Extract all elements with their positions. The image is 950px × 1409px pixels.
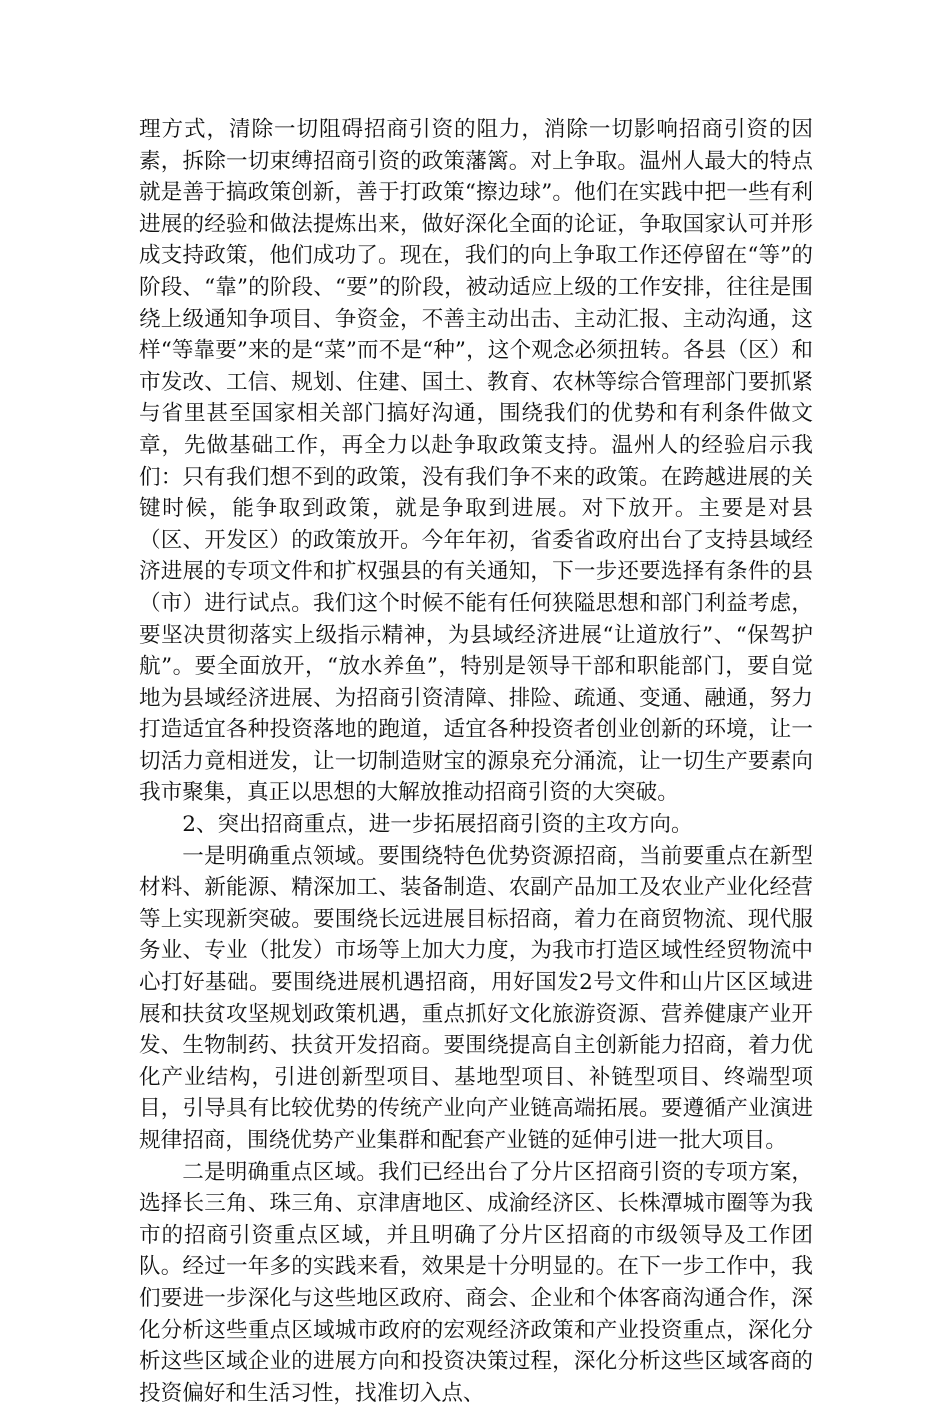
paragraph-policy: 理方式，清除一切阻碍招商引资的阻力，消除一切影响招商引资的因素，拆除一切束缚招商引资的政策藩篱。对上争取。温州人最大的特点就是善于搞政策创新，善于打政策“擦边球”。他们在实践中把一些有利进展的经验和做法提炼出来，做好深化全面的论证，争取国家认可并形成支持政策，他们成功了。现在，我们的向上争取工作还停留在“等”的阶段、“靠”的阶段、“要”的阶段，被动适应上级的工作安排，往往是围绕上级通知争项目、争资金，不善主动出击、主动汇报、主动沟通，这样“等靠要”来的是“菜”而不是“种”，这个观念必须扭转。各县（区）和市发改、工信、规划、住建、国土、教育、农林等综合管理部门要抓紧与省里甚至国家相关部门搞好沟通，围绕我们的优势和有利条件做文章，先做基础工作，再全力以赴争取政策支持。温州人的经验启示我们：只有我们想不到的政策，没有我们争不来的政策。在跨越进展的关键时候，能争取到政策，就是争取到进展。对下放开。主要是对县（区、开发区）的政策放开。今年年初，省委省政府出台了支持县域经济进展的专项文件和扩权强县的有关通知，下一步还要选择有条件的县（市）进行试点。我们这个时候不能有任何狭隘思想和部门利益考虑，要坚决贯彻落实上级指示精神，为县域经济进展“让道放行”、“保驾护航”。要全面放开，“放水养鱼”，特别是领导干部和职能部门，要自觉地为县域经济进展、为招商引资清障、排险、疏通、变通、融通，努力打造适宜各种投资落地的跑道，适宜各种投资者创业创新的环境，让一切活力竟相迸发，让一切制造财宝的源泉充分涌流，让一切生产要素向我市聚集，真正以思想的大解放推动招商引资的大突破。 [139, 117, 813, 806]
document-body [139, 114, 813, 1409]
section-heading-2: 2、突出招商重点，进一步拓展招商引资的主攻方向。 [182, 812, 693, 838]
paragraph-key-regions: 二是明确重点区域。我们已经出台了分片区招商引资的专项方案，选择长三角、珠三角、京津唐地区、成渝经济区、长株潭城市圈等为我市的招商引资重点区域，并且明确了分片区招商的市级领导及工作团队。经过一年多的实践来看，效果是十分明显的。在下一步工作中，我们要进一步深化与这些地区政府、商会、企业和个体客商沟通合作，深化分析这些重点区域城市政府的宏观经济政策和产业投资重点，深化分析这些区域企业的进展方向和投资决策过程，深化分析这些区域客商的投资偏好和生活习性，找准切入点、 [139, 1159, 813, 1406]
paragraph-key-fields: 一是明确重点领域。要围绕特色优势资源招商，当前要重点在新型材料、新能源、精深加工、装备制造、农副产品加工及农业产业化经营等上实现新突破。要围绕长远进展目标招商，着力在商贸物流、现代服务业、专业（批发）市场等上加大力度，为我市打造区域性经贸物流中心打好基础。要围绕进展机遇招商，用好国发2号文件和山片区区域进展和扶贫攻坚规划政策机遇，重点抓好文化旅游资源、营养健康产业开发、生物制药、扶贫开发招商。要围绕提高自主创新能力招商，着力优化产业结构，引进创新型项目、基地型项目、补链型项目、终端型项目，引导具有比较优势的传统产业向产业链高端拓展。要遵循产业演进规律招商，围绕优势产业集群和配套产业链的延伸引进一批大项目。 [139, 843, 813, 1153]
